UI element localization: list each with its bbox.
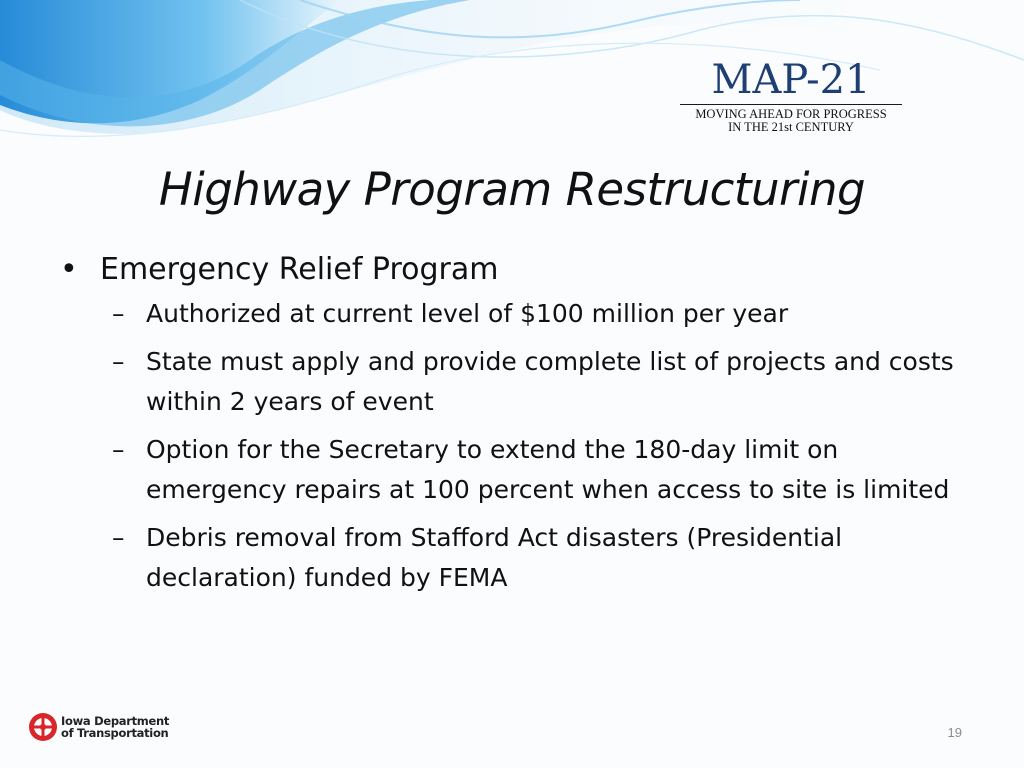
bullet-item xyxy=(60,248,970,292)
map21-tagline-line1: MOVING AHEAD FOR PROGRESS xyxy=(695,107,887,121)
sub-bullet-text: Debris removal from Stafford Act disasters (Presidential declaration) funded by FEMA xyxy=(146,523,843,592)
logo-divider xyxy=(680,104,902,105)
slide-title: Highway Program Restructuring xyxy=(158,163,866,216)
sub-bullet-list xyxy=(112,294,970,598)
iowa-dot-logo xyxy=(28,712,169,742)
sub-bullet-item xyxy=(112,294,970,334)
bullet-text: Emergency Relief Program xyxy=(100,252,499,287)
page-number: 19 xyxy=(947,725,962,740)
sub-bullet-text: Authorized at current level of $100 million per year xyxy=(146,299,789,328)
map21-logo xyxy=(680,58,902,134)
iowa-dot-emblem-icon xyxy=(28,712,58,742)
dash-marker: – xyxy=(112,523,125,552)
dash-marker: – xyxy=(112,347,125,376)
slide-content xyxy=(60,248,970,606)
iowa-dot-name-line2: of Transportation xyxy=(61,726,169,740)
iowa-dot-name-line1: Iowa Department xyxy=(61,714,170,728)
map21-wordmark: MAP-21 xyxy=(711,57,871,103)
sub-bullet-text: State must apply and provide complete list of projects and costs within 2 years of event xyxy=(146,347,954,416)
dash-marker: – xyxy=(112,299,125,328)
map21-tagline-line2: IN THE 21st CENTURY xyxy=(728,120,854,134)
bullet-marker: • xyxy=(60,252,78,287)
sub-bullet-item xyxy=(112,518,970,598)
dash-marker: – xyxy=(112,435,125,464)
iowa-dot-name xyxy=(61,715,169,739)
sub-bullet-item xyxy=(112,430,970,510)
sub-bullet-item xyxy=(112,342,970,422)
sub-bullet-text: Option for the Secretary to extend the 180-day limit on emergency repairs at 100 percent when access to site is limited xyxy=(146,435,950,504)
